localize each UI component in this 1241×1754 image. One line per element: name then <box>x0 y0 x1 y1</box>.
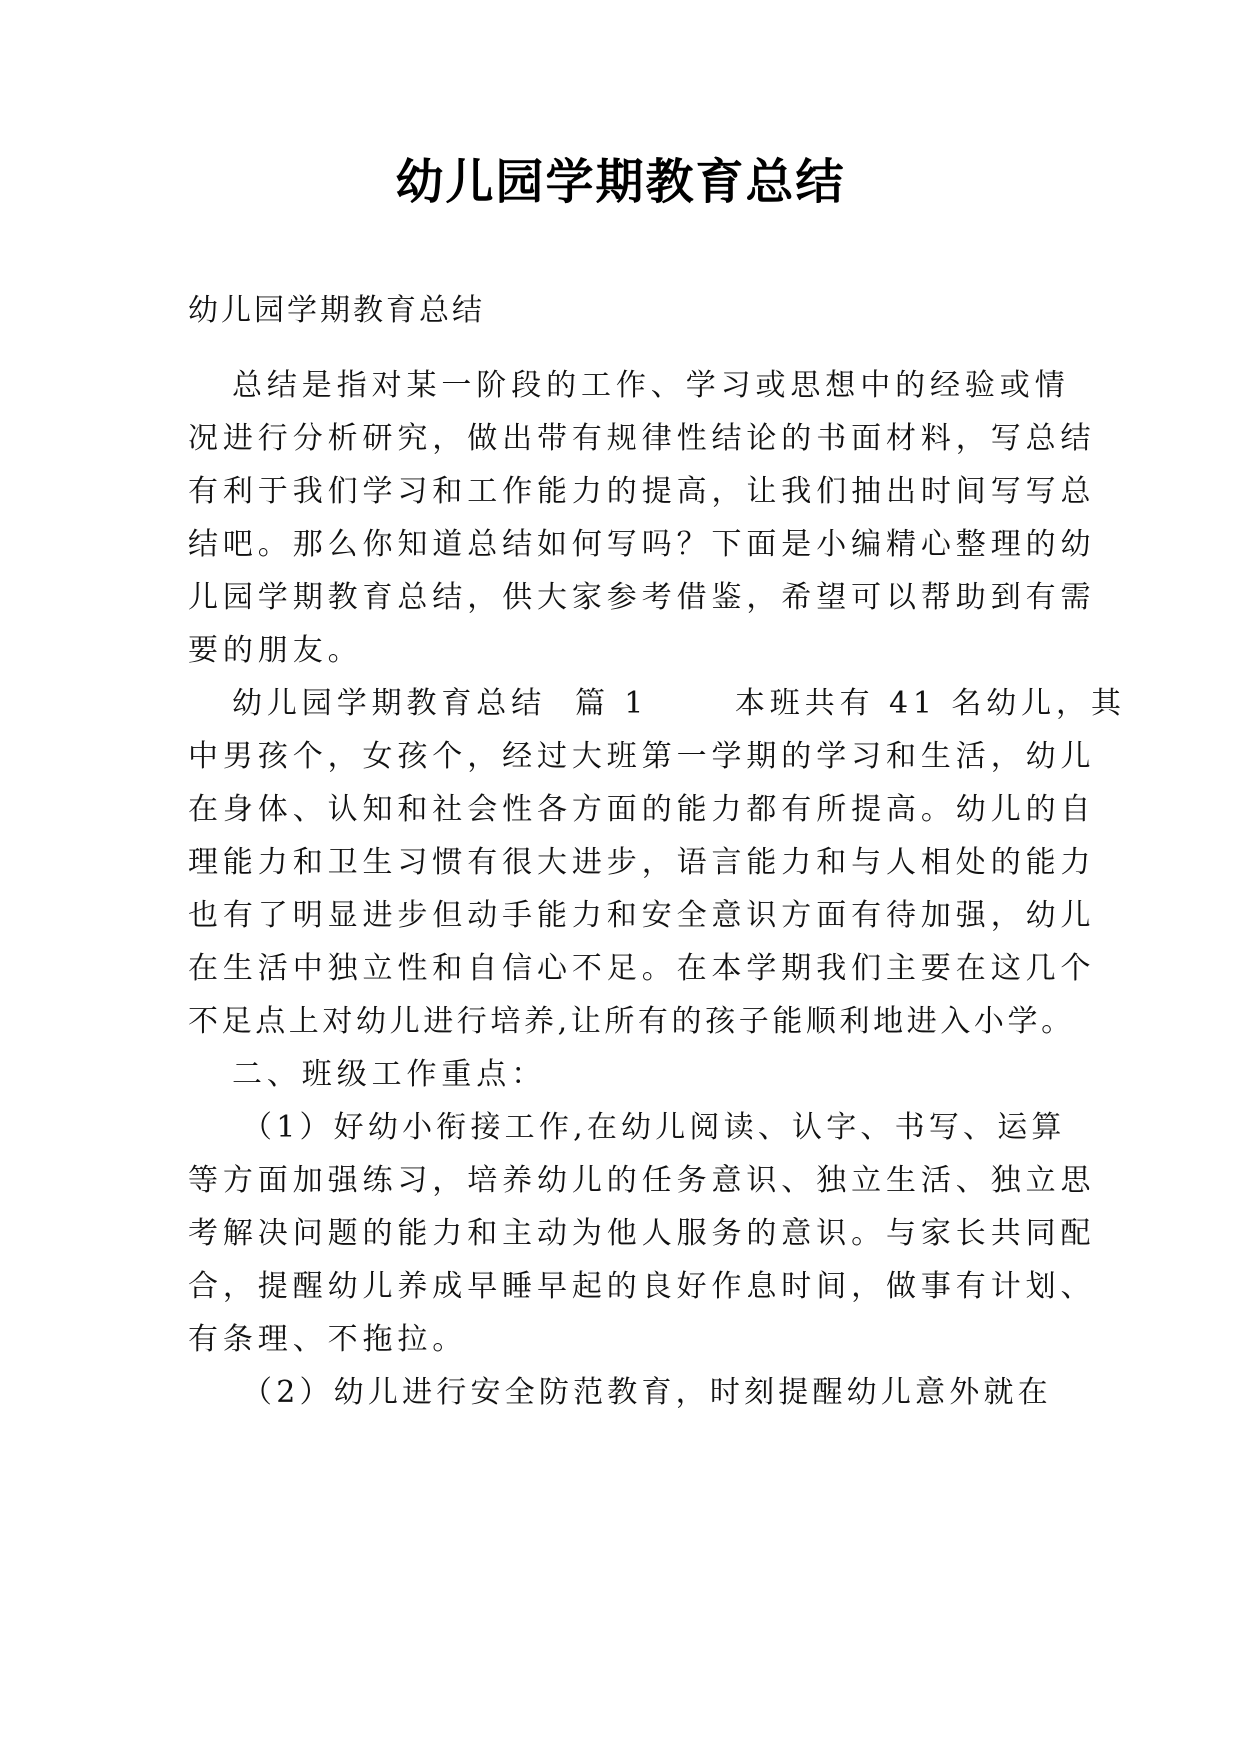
body-line: 等方面加强练习，培养幼儿的任务意识、独立生活、独立思 <box>188 1163 1096 1198</box>
body-line: 况进行分析研究，做出带有规律性结论的书面材料，写总结 <box>188 421 1096 456</box>
body-line: 幼儿园学期教育总结 篇 1 本班共有 41 名幼儿，其 <box>232 686 1126 721</box>
body-line: 儿园学期教育总结，供大家参考借鉴，希望可以帮助到有需 <box>188 580 1096 615</box>
body-line: 结吧。那么你知道总结如何写吗？下面是小编精心整理的幼 <box>188 527 1096 562</box>
document-subtitle: 幼儿园学期教育总结 <box>188 293 485 328</box>
body-line: 中男孩个，女孩个，经过大班第一学期的学习和生活，幼儿 <box>188 739 1096 774</box>
body-line: 总结是指对某一阶段的工作、学习或思想中的经验或情 <box>232 368 1070 403</box>
body-line: 在身体、认知和社会性各方面的能力都有所提高。幼儿的自 <box>188 792 1096 827</box>
body-line: 考解决问题的能力和主动为他人服务的意识。与家长共同配 <box>188 1216 1096 1251</box>
body-line: 有条理、不拖拉。 <box>188 1322 468 1357</box>
body-line: （1）好幼小衔接工作,在幼儿阅读、认字、书写、运算 <box>242 1110 1066 1145</box>
body-line: 要的朋友。 <box>188 633 363 668</box>
body-line: 不足点上对幼儿进行培养,让所有的孩子能顺利地进入小学。 <box>188 1004 1075 1039</box>
section-heading: 二、班级工作重点： <box>232 1057 547 1092</box>
body-line: 理能力和卫生习惯有很大进步，语言能力和与人相处的能力 <box>188 845 1096 880</box>
body-line: 有利于我们学习和工作能力的提高，让我们抽出时间写写总 <box>188 474 1096 509</box>
body-line: 也有了明显进步但动手能力和安全意识方面有待加强，幼儿 <box>188 898 1096 933</box>
document-title: 幼儿园学期教育总结 <box>395 154 846 210</box>
body-line: 合，提醒幼儿养成早睡早起的良好作息时间，做事有计划、 <box>188 1269 1096 1304</box>
body-line: （2）幼儿进行安全防范教育，时刻提醒幼儿意外就在 <box>242 1375 1052 1410</box>
body-line: 在生活中独立性和自信心不足。在本学期我们主要在这几个 <box>188 951 1096 986</box>
